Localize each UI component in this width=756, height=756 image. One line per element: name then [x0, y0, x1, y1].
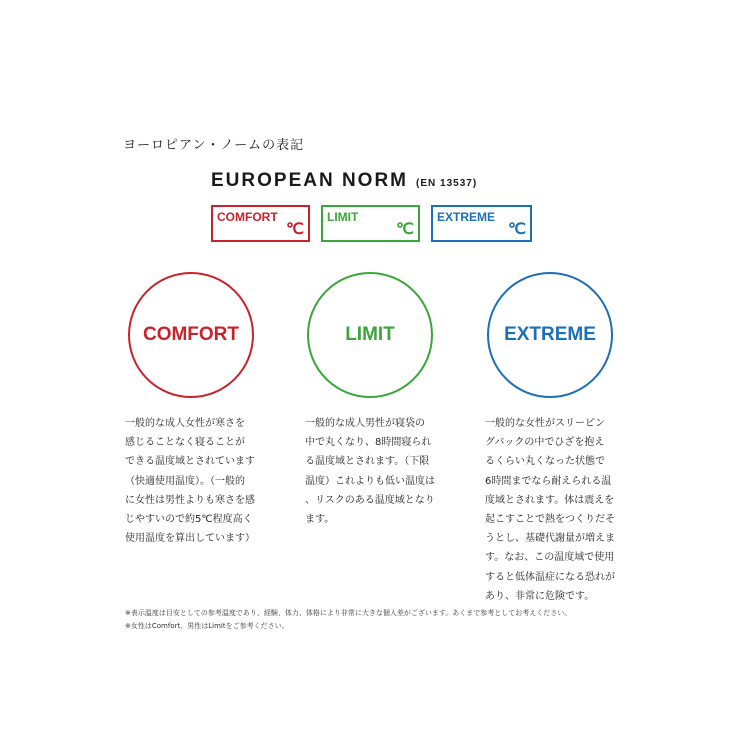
- desc-line: 使用温度を算出しています）: [125, 533, 255, 545]
- desc-line: ます。: [305, 514, 335, 526]
- extreme-circle: [487, 272, 613, 398]
- desc-line: 、リスクのある温度域となり: [305, 494, 435, 506]
- desc-line: 温度）これよりも低い温度は: [305, 475, 435, 487]
- comfort-description: [125, 414, 270, 548]
- limit-description: [305, 414, 450, 529]
- desc-line: 一般的な成人男性が寝袋の: [305, 418, 425, 429]
- extreme-box: [431, 205, 532, 242]
- extreme-box-unit: ℃: [508, 221, 526, 238]
- limit-box-unit: ℃: [396, 221, 414, 238]
- limit-box-label: LIMIT: [327, 210, 359, 224]
- comfort-box-label: COMFORT: [217, 210, 278, 224]
- footnote-1: ※表示温度は目安としての参考温度であり、経験、体力、体格により非常に大きな個人差がございます。あくまで参考としてお考えください。: [125, 609, 572, 617]
- comfort-circle-label: COMFORT: [142, 324, 240, 345]
- desc-line: すると低体温症になる恐れが: [485, 571, 615, 583]
- desc-line: 感じることなく寝ることが: [125, 437, 245, 449]
- footnote-2: ※女性はComfort、男性はLimitをご参考ください。: [125, 622, 289, 630]
- desc-line: 6時間までなら耐えられる温: [485, 475, 612, 487]
- norm-title-row: [211, 170, 477, 192]
- desc-line: 起こすことで熱をつくりだそ: [485, 514, 615, 526]
- limit-circle-label: LIMIT: [345, 324, 395, 345]
- page-heading: ヨーロピアン・ノームの表記: [123, 138, 305, 153]
- desc-line: るくらい丸くなった状態で: [485, 456, 605, 468]
- comfort-circle: [128, 272, 254, 398]
- desc-line: できる温度域とされています: [125, 456, 255, 468]
- norm-subtitle: (EN 13537): [416, 178, 478, 189]
- desc-line: す。なお、この温度域で使用: [485, 552, 615, 564]
- desc-line: （快適使用温度）。（一般的: [125, 475, 245, 487]
- norm-title: EUROPEAN NORM: [211, 170, 409, 191]
- limit-box: [321, 205, 420, 242]
- extreme-description: [485, 414, 635, 606]
- desc-line: に女性は男性よりも寒さを感: [125, 494, 255, 506]
- desc-line: 一般的な成人女性が寒さを: [125, 418, 245, 429]
- desc-line: あり、非常に危険です。: [485, 590, 595, 602]
- desc-line: る温度域とされます。（下限: [305, 456, 430, 468]
- extreme-circle-label: EXTREME: [504, 324, 596, 345]
- desc-line: じやすいので約5℃程度高く: [125, 514, 253, 526]
- desc-line: 一般的な女性がスリーピン: [485, 418, 605, 429]
- comfort-box: [211, 205, 310, 242]
- extreme-box-label: EXTREME: [437, 210, 496, 224]
- desc-line: 中で丸くなり、8時間寝られ: [305, 437, 432, 449]
- desc-line: うとし、基礎代謝量が増えま: [485, 533, 615, 545]
- comfort-box-unit: ℃: [286, 221, 304, 238]
- limit-circle: [307, 272, 433, 398]
- desc-line: 度域とされます。体は震えを: [485, 494, 615, 506]
- desc-line: グバックの中でひざを抱え: [485, 437, 605, 449]
